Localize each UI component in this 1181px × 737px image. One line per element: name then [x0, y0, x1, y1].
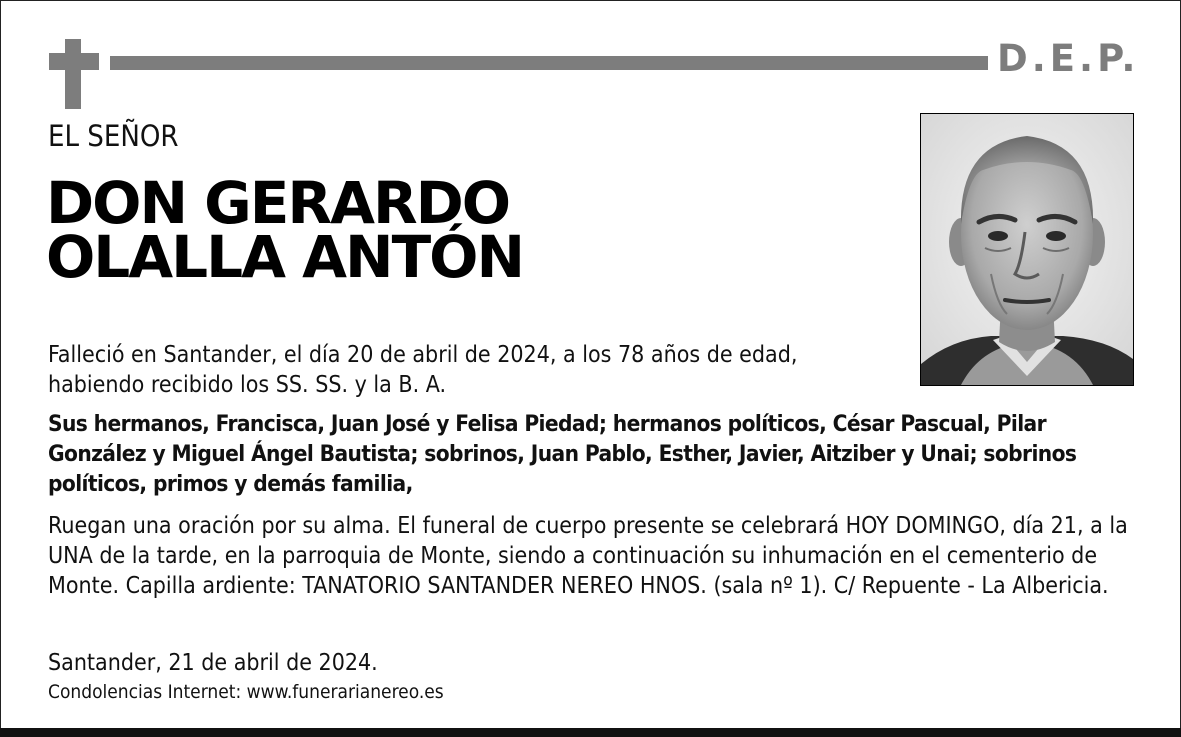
deceased-photo	[920, 113, 1134, 386]
header-rule	[110, 56, 988, 70]
condolences-line	[48, 680, 444, 704]
deceased-name-line1: DON GERARDO	[46, 169, 510, 237]
cross-icon-arm	[49, 53, 99, 70]
deceased-name-line2: OLALLA ANTÓN	[46, 223, 523, 291]
death-line-1: Falleció en Santander, el día 20 de abril de 2024, a los 78 años de edad,	[48, 342, 798, 368]
death-notice	[48, 340, 898, 400]
condolences-label: Condolencias Internet:	[48, 681, 242, 703]
death-line-2: habiendo recibido los SS. SS. y la B. A.	[48, 372, 447, 398]
bottom-rule	[0, 728, 1181, 737]
condolences-link[interactable]: www.funerarianereo.es	[246, 681, 444, 703]
funeral-paragraph: Ruegan una oración por su alma. El funeral de cuerpo presente se celebrará HOY DOMINGO, día 21, a la UNA de la tarde, en la parroquia de Monte, siendo a continuación su inhumación en el cementerio de Monte. Capilla ardiente: TANATORIO SANTANDER NEREO HNOS. (sala nº 1). C/ Repuente - La Albericia.	[48, 513, 1128, 599]
portrait-image	[921, 114, 1133, 385]
place-date: Santander, 21 de abril de 2024.	[48, 650, 378, 676]
honorific: EL SEÑOR	[48, 119, 179, 153]
family-paragraph: Sus hermanos, Francisca, Juan José y Felisa Piedad; hermanos políticos, César Pascual, Pilar González y Miguel Ángel Bautista; sobrinos, Juan Pablo, Esther, Javier, Aitziber y Unai; sobrinos políticos, primos y demás familia,	[48, 411, 1077, 497]
dep-label: D.E.P.	[997, 37, 1140, 80]
cross-icon	[65, 39, 81, 109]
